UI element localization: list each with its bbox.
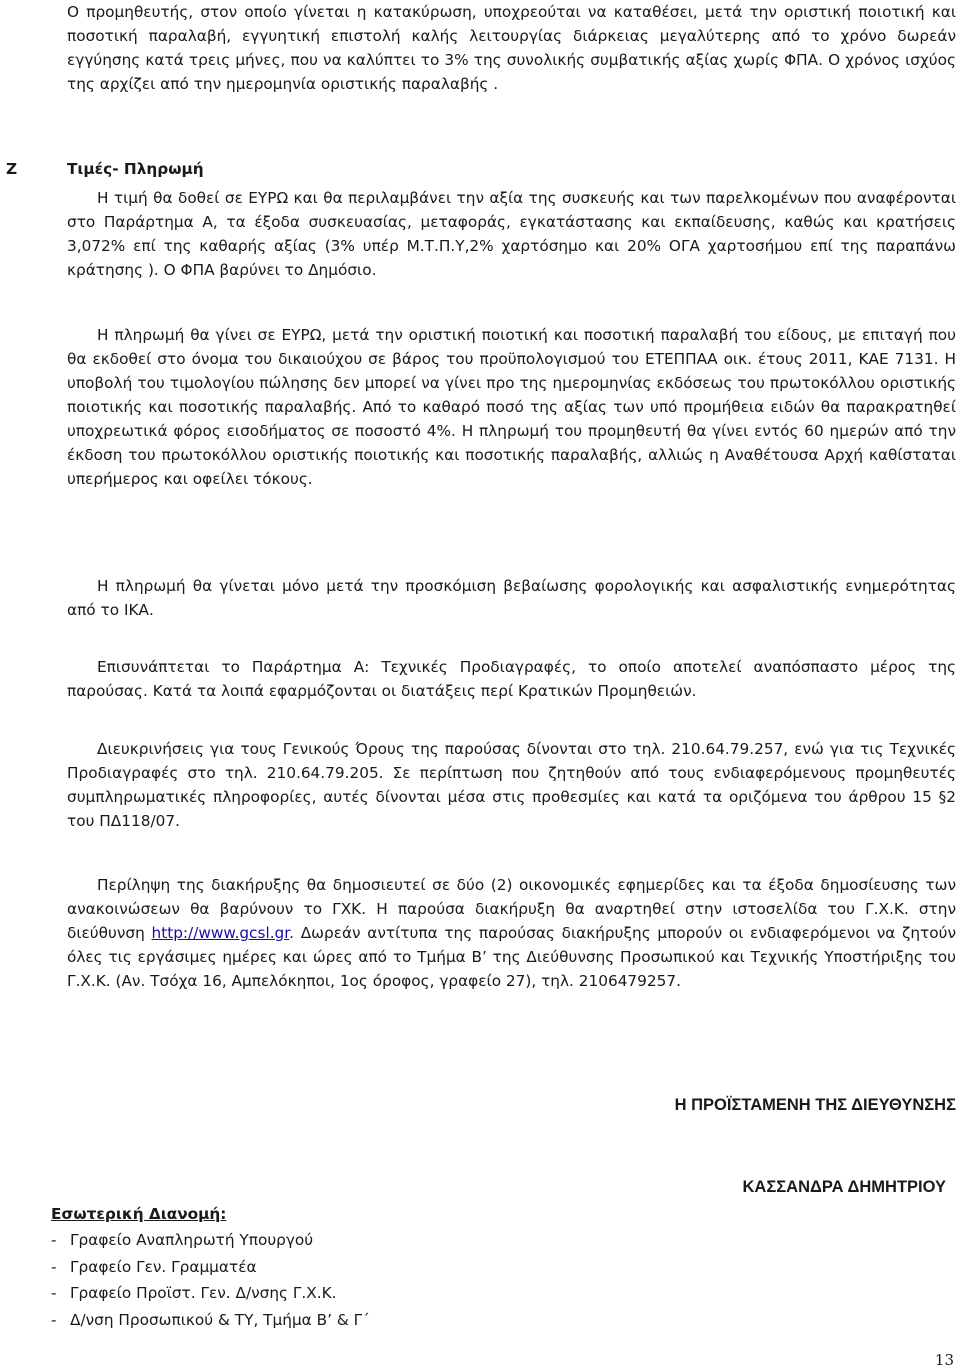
list-dash: -: [51, 1284, 57, 1302]
website-link[interactable]: http://www.gcsl.gr: [151, 924, 290, 942]
certificates-paragraph: Η πληρωμή θα γίνεται μόνο μετά την προσκόμιση βεβαίωσης φορολογικής και ασφαλιστικής ενημερότητας από το ΙΚΑ.: [67, 577, 956, 619]
distribution-item: [51, 1254, 370, 1281]
distribution-item-text: Γραφείο Γεν. Γραμματέα: [70, 1257, 257, 1276]
page-number: 13: [934, 1351, 954, 1369]
section-letter: Ζ: [6, 160, 18, 178]
payment-paragraph: Η πληρωμή θα γίνει σε ΕΥΡΩ, μετά την οριστική ποιοτική και ποσοτική παραλαβή του είδους, με επιταγή που θα εκδοθεί στο όνομα του δικαιούχου σε βάρος του προϋπολογισμού του ΕΤΕΠΠΑΑ οικ. έτους 2011, ΚΑΕ 7131. Η υποβολή του τιμολογίου πώλησης δεν μπορεί να γίνει προ της ημερομηνίας εκδόσεως του πρωτοκόλλου οριστικής ποιοτικής και ποσοτικής παραλαβής. Από το καθαρό ποσό της αξίας των υπό προμήθεια ειδών θα παρακρατηθεί υποχρεωτικά φόρος εισοδήματος σε ποσοστό 4%. Η πληρωμή του προμηθευτή θα γίνει εντός 60 ημερών από την έκδοση του πρωτοκόλλου οριστικής ποιοτικής και ποσοτικής παραλαβής, αλλιώς η Αναθέτουσα Αρχή καθίσταται υπερήμερος και οφείλει τόκους.: [67, 326, 956, 488]
section-title: Τιμές- Πληρωμή: [67, 160, 204, 178]
distribution-title: Εσωτερική Διανομή:: [51, 1205, 227, 1223]
list-dash: -: [51, 1257, 57, 1276]
distribution-item-text: Γραφείο Προϊστ. Γεν. Δ/νσης Γ.Χ.Κ.: [70, 1284, 337, 1302]
list-dash: -: [51, 1310, 57, 1329]
list-dash: -: [51, 1231, 57, 1249]
distribution-item-text: Γραφείο Αναπληρωτή Υπουργού: [70, 1231, 314, 1249]
annex-paragraph: Επισυνάπτεται το Παράρτημα Α: Τεχνικές Προδιαγραφές, το οποίο αποτελεί αναπόσπαστο μέρος της παρούσας. Κατά τα λοιπά εφαρμόζονται οι διατάξεις περί Κρατικών Προμηθειών.: [67, 658, 956, 700]
distribution-list: [51, 1227, 370, 1333]
publication-text-end: . Δωρεάν αντίτυπα της παρούσας διακήρυξης μπορούν οι ενδιαφερόμενοι να ζητούν όλες τις εργάσιμες ημέρες και ώρες από το Τμήμα Β’ της Διεύθυνσης Προσωπικού και Τεχνικής Υποστήριξης του Γ.Χ.Κ. (Αν. Τσόχα 16, Αμπελόκηποι, 1ος όροφος, γραφείο 27), τηλ. 2106479257.: [67, 924, 956, 990]
distribution-item: [51, 1280, 370, 1307]
signature-name: ΚΑΣΣΑΝΔΡΑ ΔΗΜΗΤΡΙΟΥ: [742, 1178, 946, 1196]
distribution-item: [51, 1227, 370, 1254]
distribution-item-text: Δ/νση Προσωπικού & ΤΥ, Τμήμα Β’ & Γ΄: [70, 1310, 370, 1329]
signature-title: Η ΠΡΟΪΣΤΑΜΕΝΗ ΤΗΣ ΔΙΕΥΘΥΝΣΗΣ: [674, 1096, 956, 1114]
price-paragraph: Η τιμή θα δοθεί σε ΕΥΡΩ και θα περιλαμβάνει την αξία της συσκευής και των παρελκομένων που αναφέρονται στο Παράρτημα Α, τα έξοδα συσκευασίας, μεταφοράς, εγκατάστασης και εκπαίδευσης, καθώς και κρατήσεις 3,072% επί της καθαρής αξίας (3% υπέρ Μ.Τ.Π.Υ,2% χαρτόσημο και 20% ΟΓΑ χαρτοσήμου επί της παραπάνω κράτησης ). Ο ΦΠΑ βαρύνει το Δημόσιο.: [67, 189, 956, 279]
clarifications-paragraph: Διευκρινήσεις για τους Γενικούς Όρους της παρούσας δίνονται στο τηλ. 210.64.79.257, ενώ για τις Τεχνικές Προδιαγραφές στο τηλ. 210.64.79.205. Σε περίπτωση που ζητηθούν από τους ενδιαφερόμενους προμηθευτές συμπληρωματικές πληροφορίες, αυτές δίνονται μέσα στις προθεσμίες και κατά τα οριζόμενα του άρθρου 15 §2 του ΠΔ118/07.: [67, 740, 956, 830]
distribution-item: [51, 1307, 370, 1334]
publication-paragraph: [67, 873, 956, 993]
publication-text-start: Περίληψη της διακήρυξης θα δημοσιευτεί σε δύο (2) οικονομικές εφημερίδες και τα έξοδα δημοσίευσης των ανακοινώσεων θα βαρύνουν το ΓΧΚ. Η παρούσα διακήρυξη θα αναρτηθεί στην ιστοσελίδα του Γ.Χ.Κ. στην διεύθυνση: [67, 876, 956, 942]
guarantee-paragraph: Ο προμηθευτής, στον οποίο γίνεται η κατακύρωση, υποχρεούται να καταθέσει, μετά την οριστική ποιοτική και ποσοτική παραλαβή, εγγυητική επιστολή καλής λειτουργίας διάρκειας μεγαλύτερης από το χρόνο δωρεάν εγγύησης κατά τρεις μήνες, που να καλύπτει το 3% της συνολικής συμβατικής αξίας χωρίς ΦΠΑ. Ο χρόνος ισχύος της αρχίζει από την ημερομηνία οριστικής παραλαβής .: [67, 3, 956, 93]
